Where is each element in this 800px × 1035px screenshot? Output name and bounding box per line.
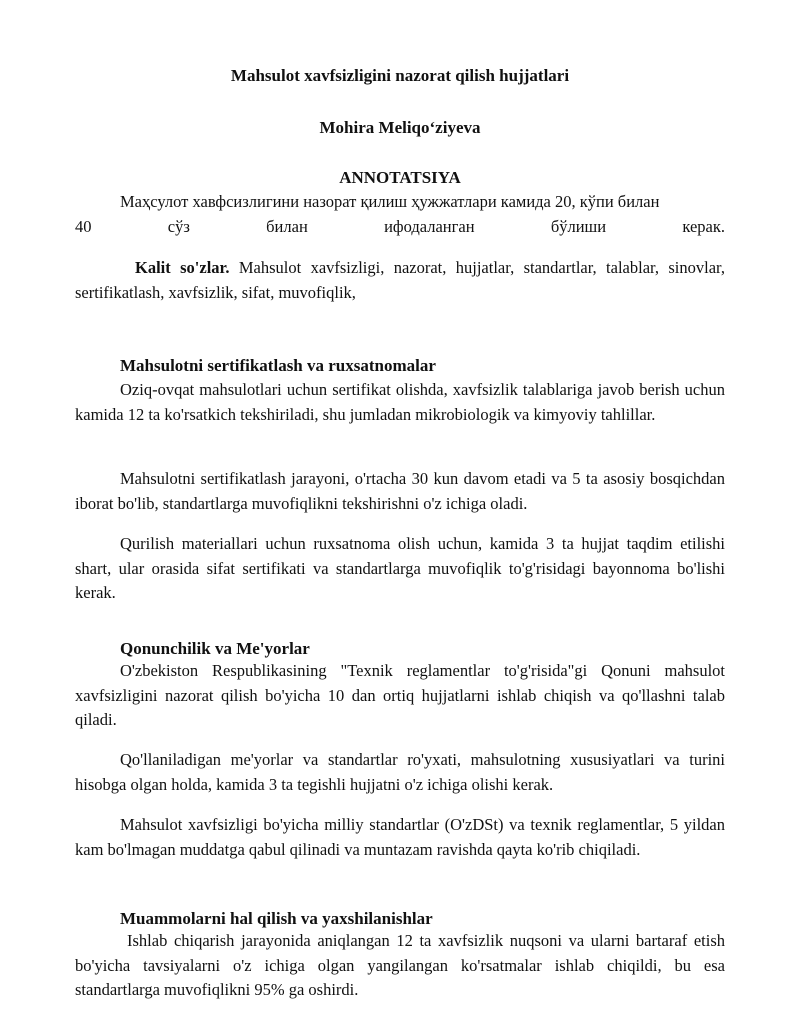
annotation-line-2 [75, 215, 725, 240]
keywords-text: Mahsulot xavfsizligi, nazorat, hujjatlar, standartlar, talablar, sinovlar, sertifikatlash, xavfsizlik, sifat, muvofiqlik, [75, 258, 725, 302]
paragraph-text: Oziq-ovqat mahsulotlari uchun sertifikat olishda, xavfsizlik talablariga javob berish uchun kamida 12 ta ko'rsatkich tekshiriladi, shu jumladan mikrobiologik va kimyoviy tahlillar. [75, 380, 725, 424]
keywords-label: Kalit so'zlar. [135, 258, 230, 277]
section-paragraph [75, 467, 725, 516]
annotation-word: сўз [167, 216, 190, 236]
section-heading-improvements: Muammolarni hal qilish va yaxshilanishlar [120, 909, 433, 928]
document-title: Mahsulot xavfsizligini nazorat qilish hujjatlari [230, 66, 570, 85]
section-paragraph [75, 813, 725, 862]
section-paragraph [75, 378, 725, 427]
annotation-word: бўлиши [550, 216, 607, 236]
document-author: Mohira Meliqo‘ziyeva [319, 118, 481, 137]
section-heading-legislation: Qonunchilik va Me'yorlar [120, 639, 310, 658]
section-paragraph [75, 929, 725, 1003]
annotation-paragraph [75, 190, 725, 239]
annotation-line-1: Маҳсулот хавфсизлигини назорат қилиш ҳужжатлари камида 20, кўпи билан [120, 192, 660, 211]
paragraph-text: Qurilish materiallari uchun ruxsatnoma olish uchun, kamida 3 ta hujjat taqdim etilishi shart, ular orasida sifat sertifikati va standartlarga muvofiqlik to'g'risidagi bayonnoma bo'lishi kerak. [75, 534, 725, 602]
annotation-word: 40 [75, 216, 92, 236]
section-paragraph [75, 659, 725, 733]
section-paragraph [75, 532, 725, 606]
paragraph-text: Mahsulot xavfsizligi bo'yicha milliy standartlar (O'zDSt) va texnik reglamentlar, 5 yildan kam bo'lmagan muddatga qabul qilinadi va muntazam ravishda qayta ko'rib chiqiladi. [75, 815, 725, 859]
annotation-word: керак. [682, 216, 725, 236]
keywords-line [75, 256, 725, 305]
annotation-word: ифодаланган [384, 216, 475, 236]
paragraph-text: Qo'llaniladigan me'yorlar va standartlar ro'yxati, mahsulotning xususiyatlari va turini hisobga olgan holda, kamida 3 ta tegishli hujjatni o'z ichiga olishi kerak. [75, 750, 725, 794]
paragraph-text: Mahsulotni sertifikatlash jarayoni, o'rtacha 30 kun davom etadi va 5 ta asosiy bosqichdan iborat bo'lib, standartlarga muvofiqlikni tekshirishni o'z ichiga oladi. [75, 469, 725, 513]
annotation-word: билан [266, 216, 308, 236]
annotation-heading: ANNOTATSIYA [339, 168, 461, 187]
section-heading-certification: Mahsulotni sertifikatlash va ruxsatnomalar [120, 356, 436, 375]
keywords-paragraph [75, 256, 725, 305]
paragraph-text: Ishlab chiqarish jarayonida aniqlangan 12 ta xavfsizlik nuqsoni va ularni bartaraf etish bo'yicha tavsiyalarni o'z ichiga olgan yangilangan ko'rsatmalar ishlab chiqildi, bu esa standartlarga muvofiqlikni 95% ga oshirdi. [75, 931, 725, 999]
paragraph-text: O'zbekiston Respublikasining "Texnik reglamentlar to'g'risida"gi Qonuni mahsulot xavfsizligini nazorat qilish bo'yicha 10 dan ortiq hujjatlarni ishlab chiqish va qo'llashni talab qiladi. [75, 661, 725, 729]
section-paragraph [75, 748, 725, 797]
